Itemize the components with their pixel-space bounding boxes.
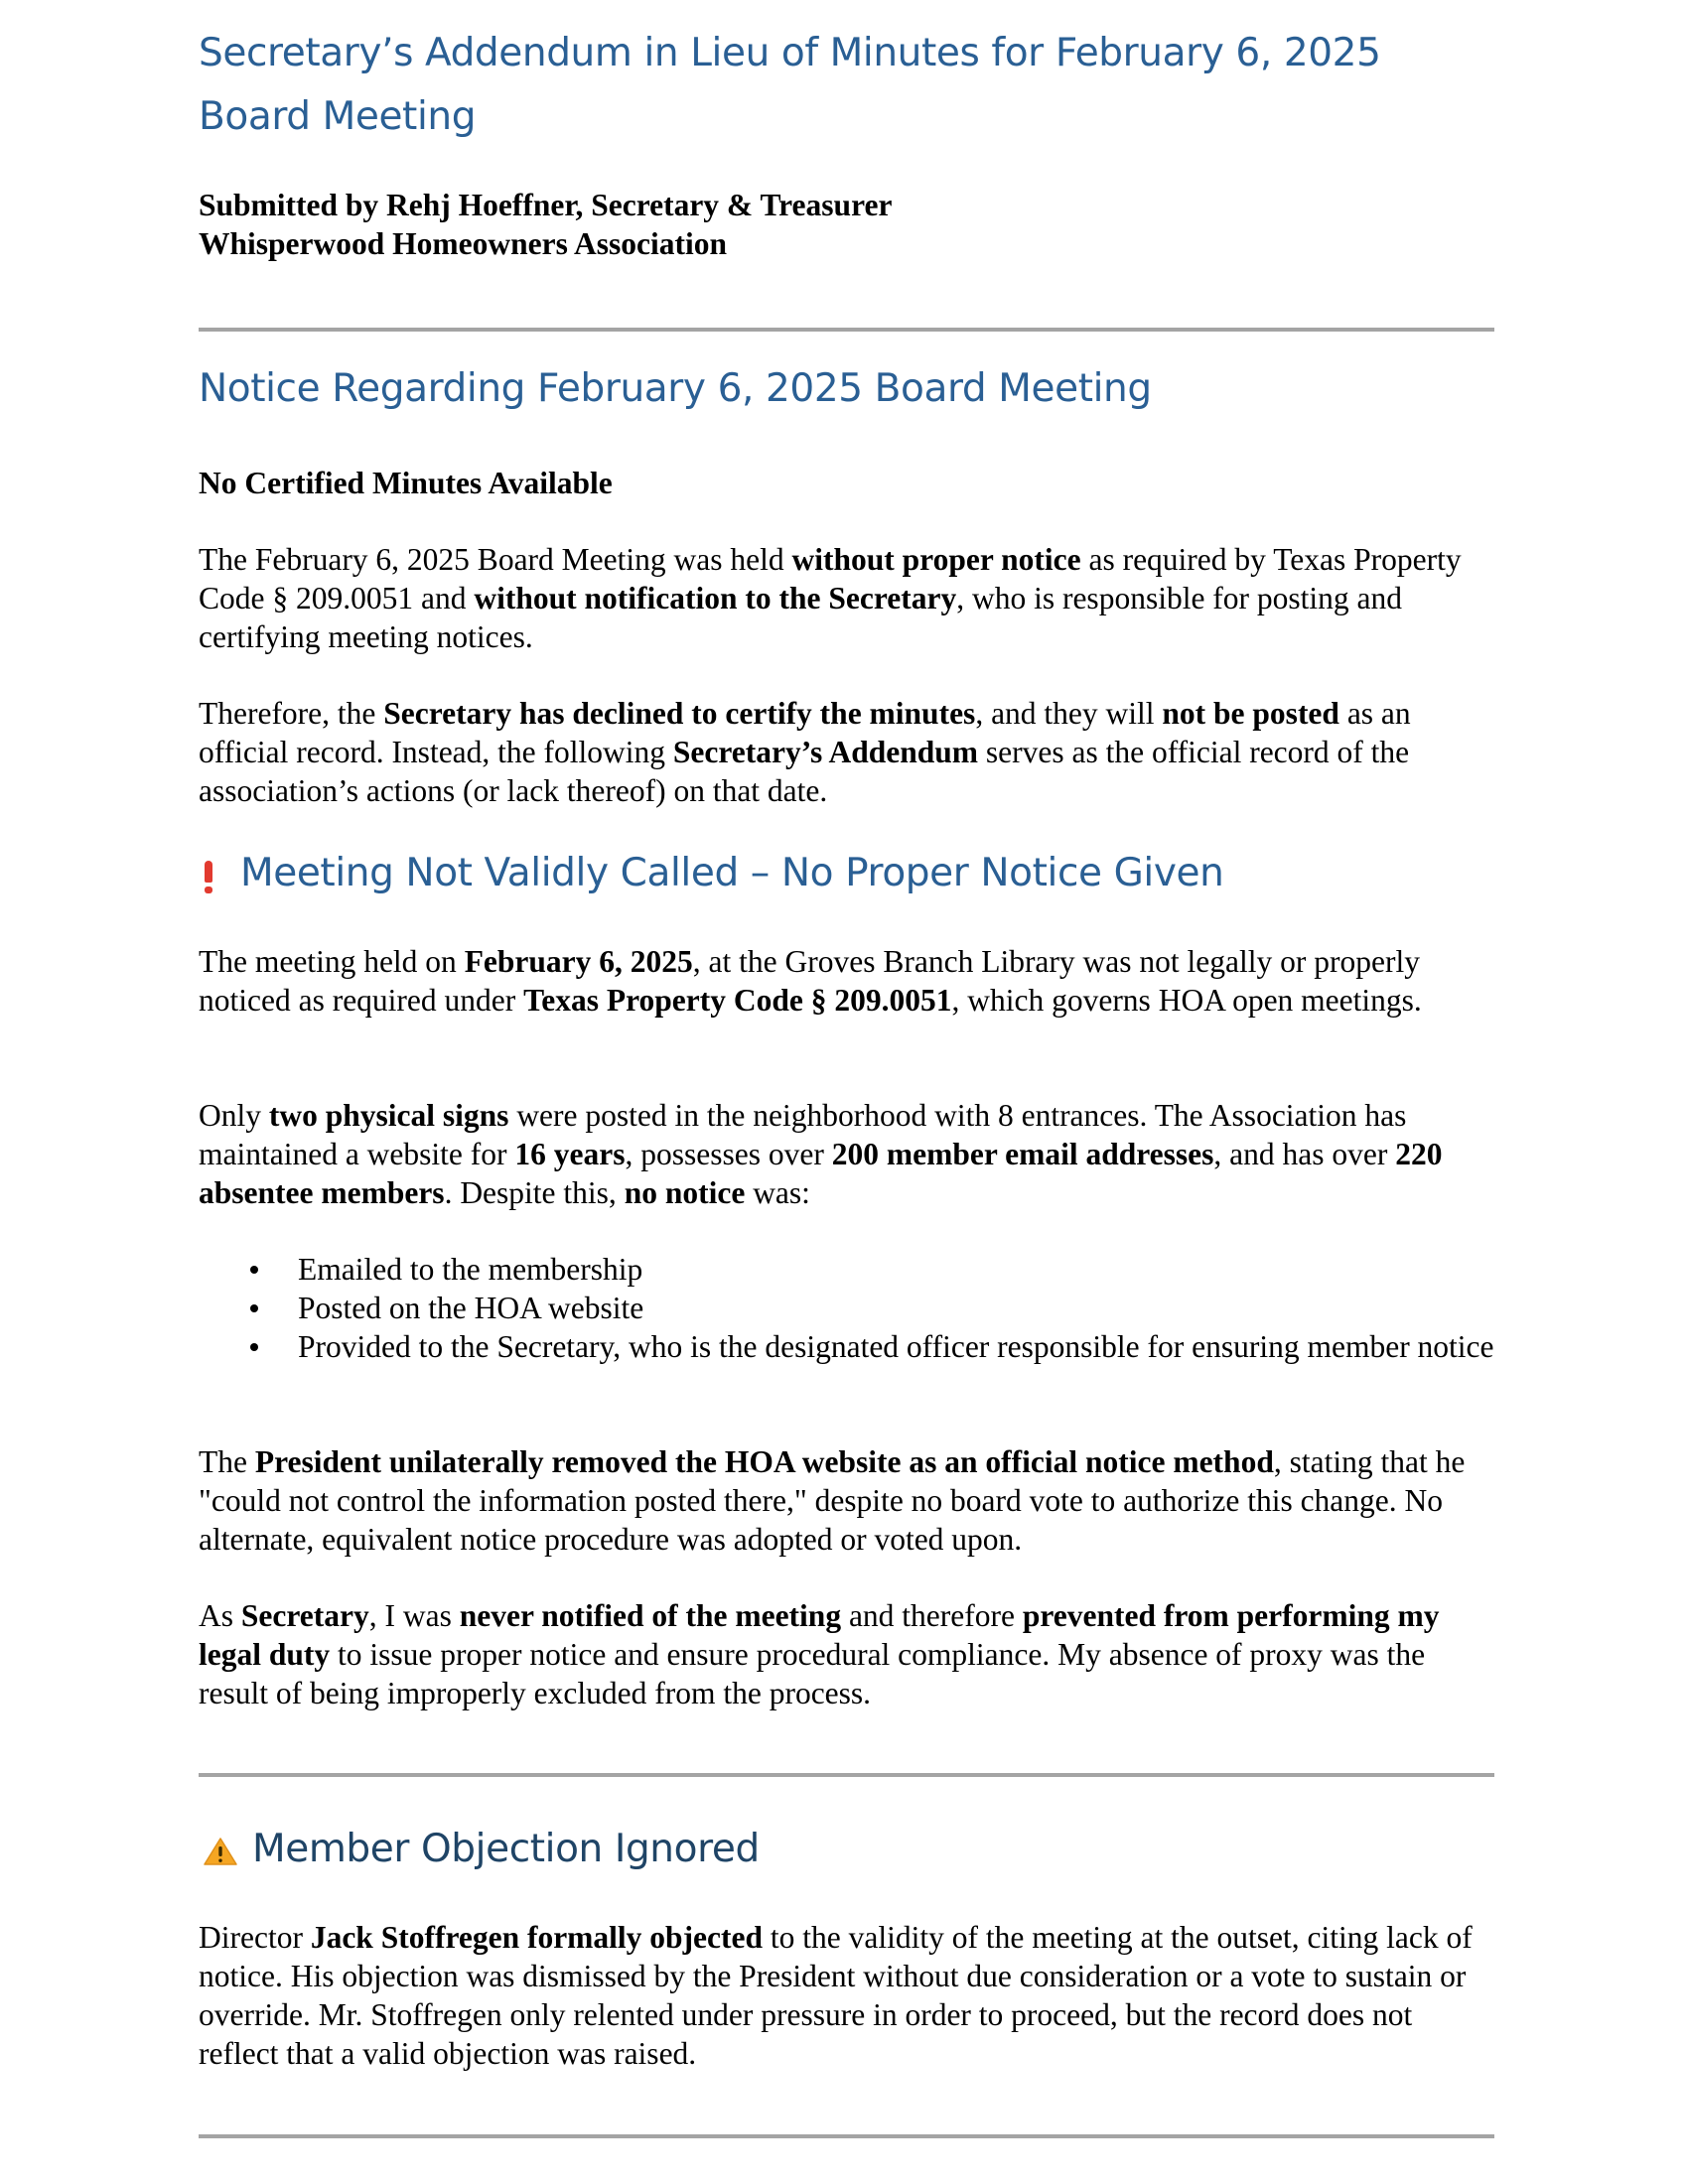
divider-3	[199, 2134, 1494, 2138]
notice-methods-list	[199, 1250, 1494, 1366]
invalid-heading: Meeting Not Validly Called – No Proper Notice Given	[187, 849, 1223, 898]
submitted-line-1: Submitted by Rehj Hoeffner, Secretary & Treasurer	[199, 188, 893, 222]
objection-heading: Member Objection Ignored	[199, 1825, 760, 1874]
document-title: Secretary’s Addendum in Lieu of Minutes for February 6, 2025 Board Meeting	[199, 31, 1381, 139]
submitted-by	[199, 186, 1494, 263]
list-item: Emailed to the membership	[199, 1250, 1494, 1289]
exclamation-icon	[199, 859, 218, 892]
list-item: Provided to the Secretary, who is the designated officer responsible for ensuring member notice	[199, 1327, 1494, 1366]
notice-paragraph-2: Therefore, the Secretary has declined to certify the minutes, and they will not be posted as an official record. Instead, the following Secretary’s Addendum serves as the official record of the association’s actions (or lack thereof) on that date.	[199, 696, 1411, 808]
notice-paragraph-1: The February 6, 2025 Board Meeting was held without proper notice as required by Texas Property Code § 209.0051 and without notification to the Secretary, who is responsible for posting and certifying meeting notices.	[199, 542, 1462, 654]
divider-2	[199, 1773, 1494, 1777]
invalid-paragraph-2: Only two physical signs were posted in the neighborhood with 8 entrances. The Association has maintained a website for 16 years, possesses over 200 member email addresses, and has over 220 absentee members. Despite this, no notice was:	[199, 1098, 1443, 1210]
objection-paragraph-1: Director Jack Stoffregen formally objected to the validity of the meeting at the outset, citing lack of notice. His objection was dismissed by the President without due consideration or a vote to sustain or override. Mr. Stoffregen only relented under pressure in order to proceed, but the record does not reflect that a valid objection was raised.	[199, 1920, 1473, 2071]
notice-heading: Notice Regarding February 6, 2025 Board Meeting	[199, 366, 1152, 411]
list-item: Posted on the HOA website	[199, 1289, 1494, 1327]
invalid-paragraph-4: As Secretary, I was never notified of the meeting and therefore prevented from performing my legal duty to issue proper notice and ensure procedural compliance. My absence of proxy was the result of being improperly excluded from the process.	[199, 1598, 1440, 1710]
invalid-paragraph-3: The President unilaterally removed the HOA website as an official notice method, stating that he "could not control the information posted there," despite no board vote to authorize this change. No alternate, equivalent notice procedure was adopted or voted upon.	[199, 1444, 1466, 1557]
invalid-paragraph-1: The meeting held on February 6, 2025, at the Groves Branch Library was not legally or properly noticed as required under Texas Property Code § 209.0051, which governs HOA open meetings.	[199, 944, 1422, 1018]
warning-icon	[203, 1837, 238, 1866]
divider-1	[199, 328, 1494, 332]
submitted-line-2: Whisperwood Homeowners Association	[199, 226, 728, 261]
notice-subheading: No Certified Minutes Available	[199, 466, 613, 500]
